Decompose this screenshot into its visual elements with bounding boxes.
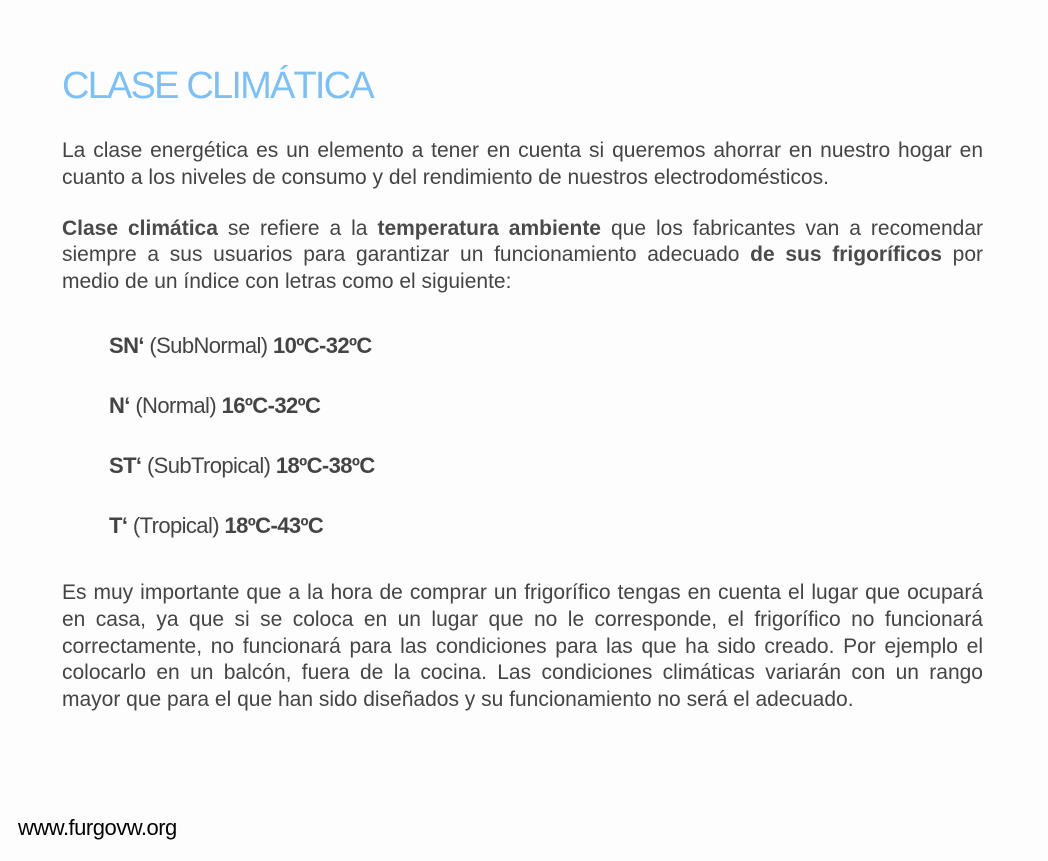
warning-paragraph: Es muy importante que a la hora de comprar un frigorífico tengas en cuenta el lugar que ocupará en casa, ya que si se coloca en un lugar que no le corresponde, el frigorífico no funcionará correctamente, no funcionará para las condiciones para las que ha sido creado. Por ejemplo el colocarlo en un balcón, fuera de la cocina. Las condiciones climáticas variarán con un rango mayor que para el que han sido diseñados y su funcionamiento no será el adecuado.: [62, 580, 983, 712]
climate-class-item: [109, 452, 983, 512]
climate-class-range: 18ºC-43ºC: [224, 512, 324, 538]
definition-text-3: por medio de un índice con letras como el siguiente:: [62, 243, 984, 294]
climate-class-name: (SubNormal): [143, 332, 273, 358]
climate-class-code: SN‘: [109, 332, 144, 358]
climate-class-name: (SubTropical): [141, 452, 276, 478]
climate-class-range: 10ºC-32ºC: [273, 332, 372, 358]
climate-class-item: [109, 392, 983, 452]
term-clase-climatica: Clase climática: [62, 216, 218, 240]
definition-text-2: que los fabricantes van a recomendar siempre a sus usuarios para garantizar un funcionamiento adecuado: [62, 216, 983, 267]
climate-class-list: [62, 332, 983, 572]
intro-paragraph: La clase energética es un elemento a tener en cuenta si queremos ahorrar en nuestro hogar en cuanto a los niveles de consumo y del rendimiento de nuestros electrodomésticos.: [62, 139, 983, 189]
climate-class-range: 16ºC-32ºC: [221, 392, 321, 418]
climate-class-item: [109, 512, 983, 572]
climate-class-range: 18ºC-38ºC: [275, 452, 375, 478]
climate-class-code: ST‘: [109, 452, 142, 478]
definition-paragraph: [62, 216, 983, 296]
climate-class-code: N‘: [109, 392, 130, 418]
climate-class-code: T‘: [109, 512, 128, 538]
term-temperatura-ambiente: temperatura ambiente: [377, 216, 601, 240]
watermark: www.furgovw.org: [18, 815, 177, 840]
climate-class-name: (Tropical): [127, 512, 225, 538]
definition-text-1: se refiere a la: [217, 216, 378, 240]
climate-class-name: (Normal): [129, 392, 222, 418]
term-frigorificos: de sus frigoríficos: [750, 243, 942, 267]
page-title: CLASE CLIMÁTICA: [62, 65, 373, 107]
climate-class-item: [109, 332, 983, 392]
document-page: [62, 64, 983, 714]
